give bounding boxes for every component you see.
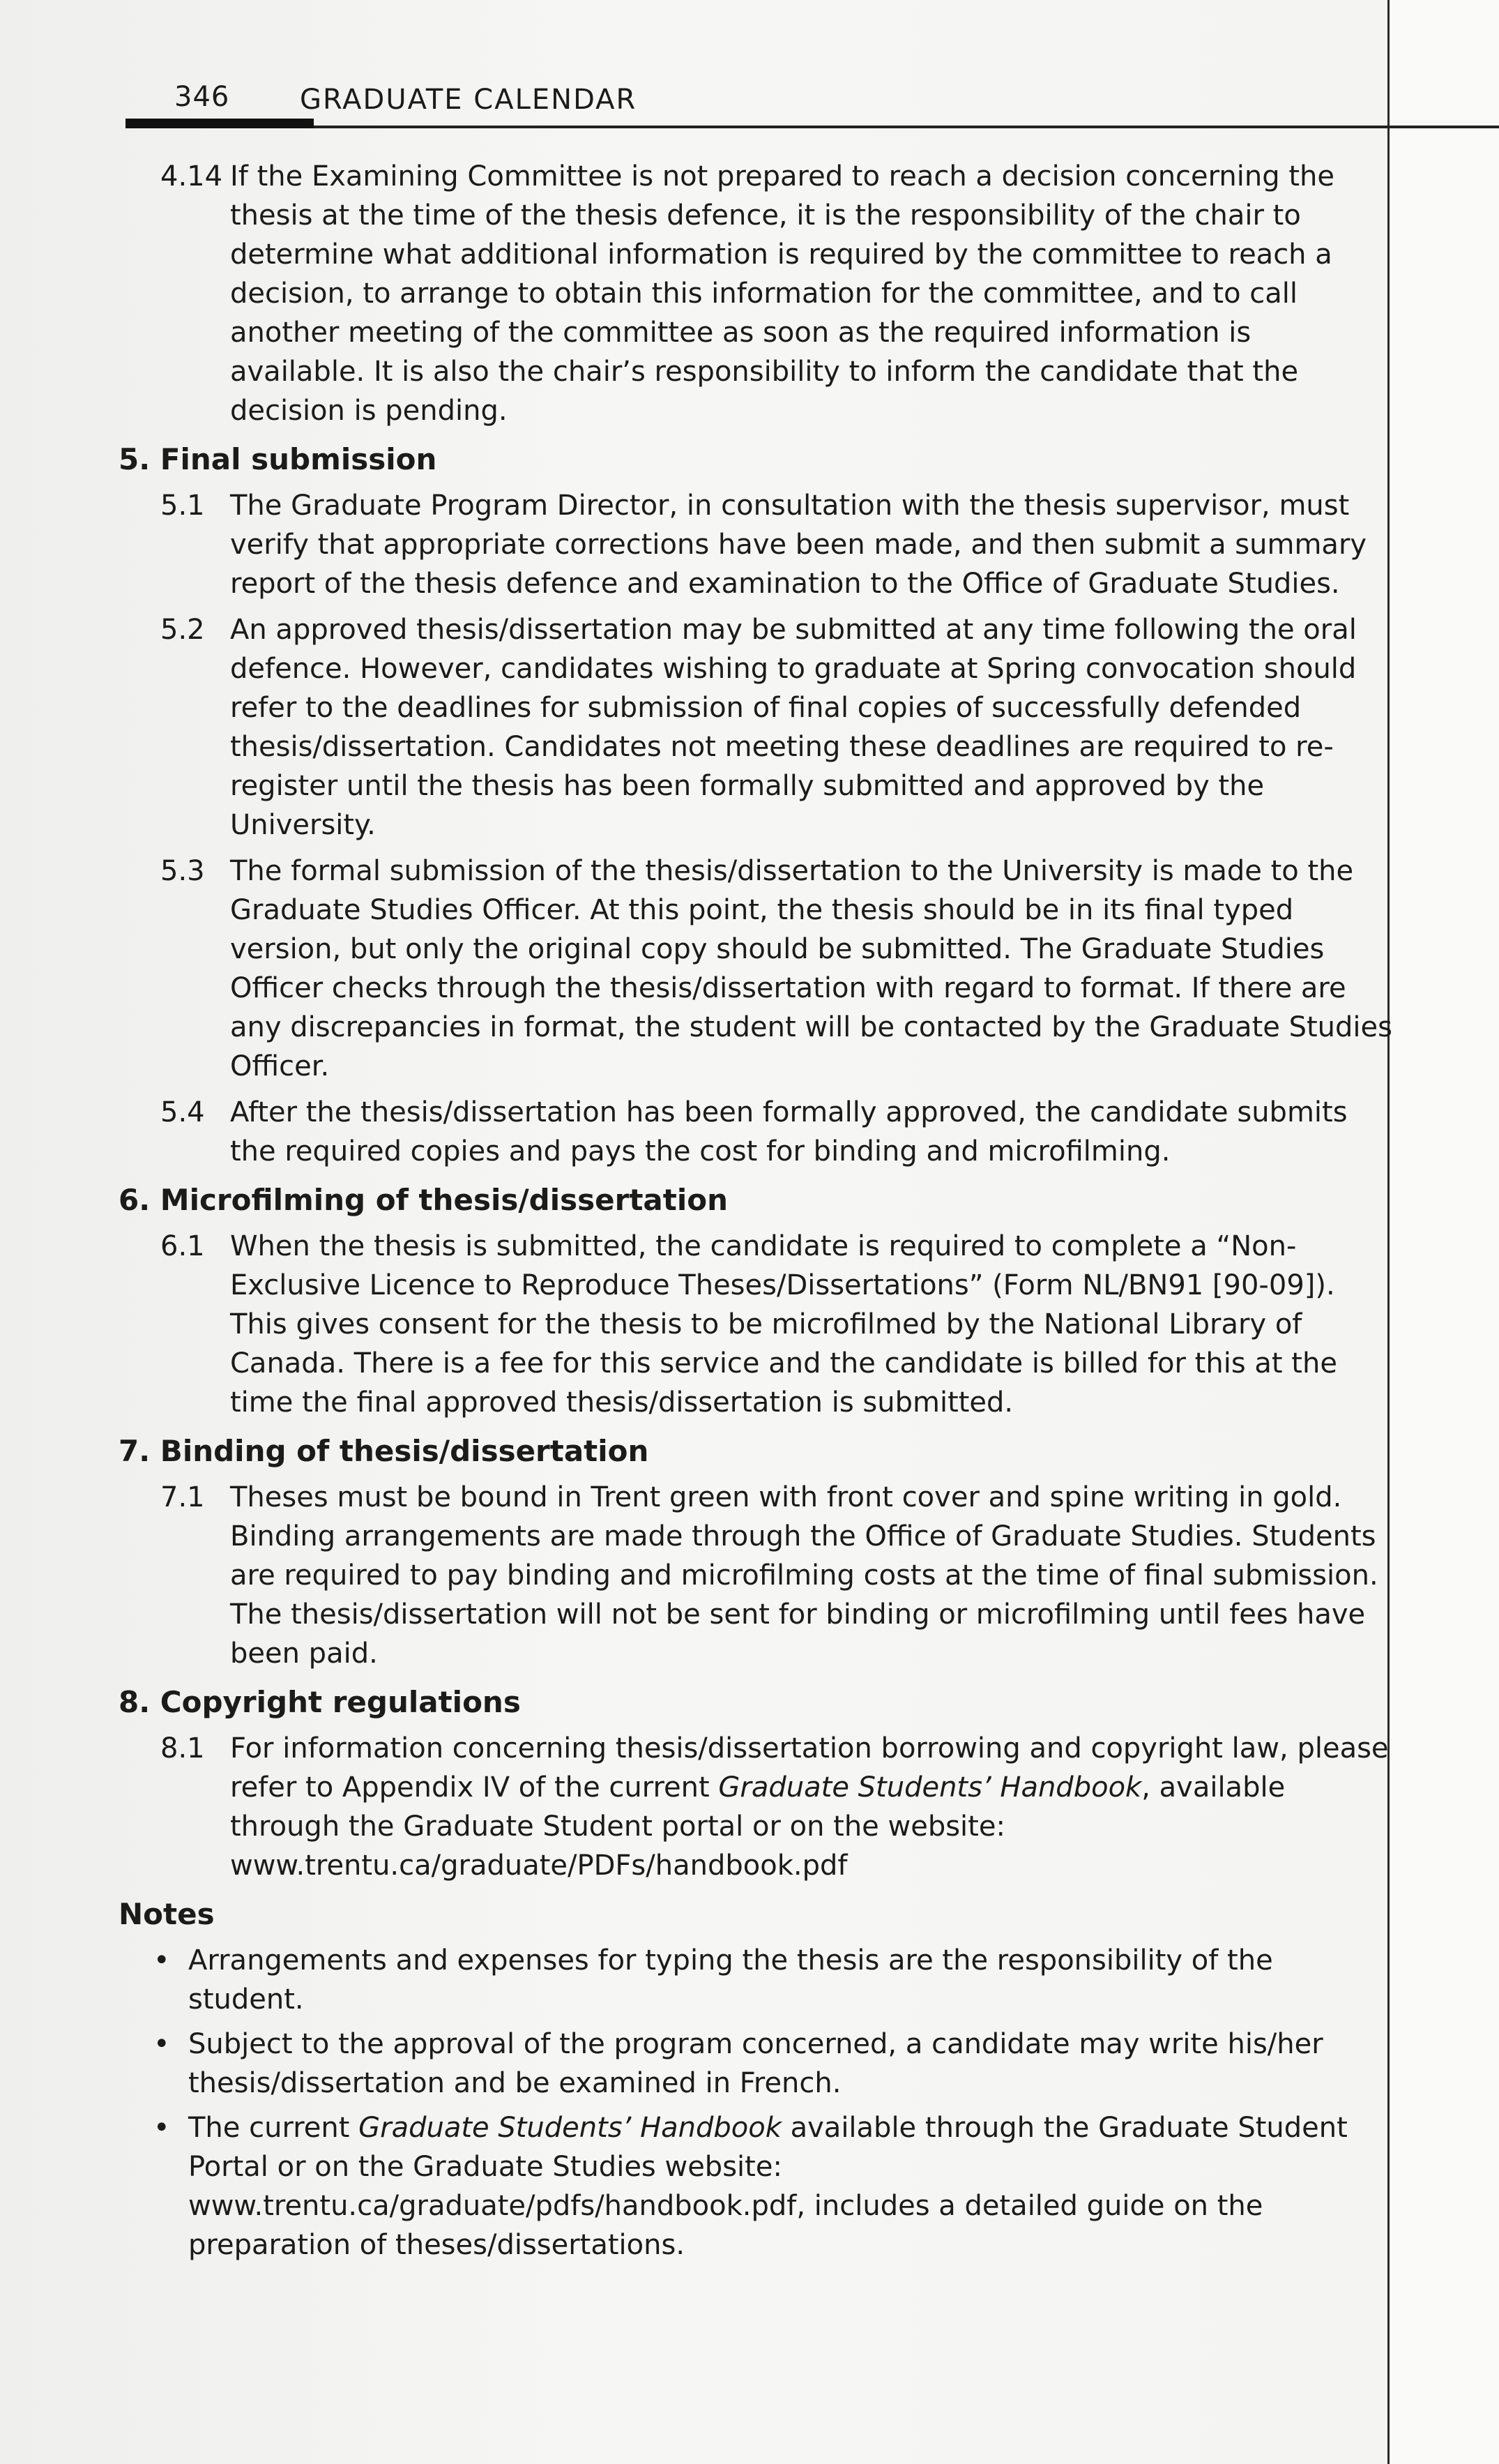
section-heading-microfilming: 6. Microfilming of thesis/dissertation: [119, 1183, 728, 1217]
section-heading-final-submission: 5. Final submission: [119, 442, 437, 476]
item-6-1: [119, 1227, 1394, 1422]
note-text-part: available through the Graduate Student Portal or on the Graduate Studies website: www.trentu.ca/graduate/pdfs/handbook.pdf, includes a detailed guide on the preparation of theses/dissertations.: [188, 2112, 1348, 2261]
note-bullet-1: [119, 1941, 1394, 2019]
handbook-title: Graduate Students’ Handbook: [358, 2112, 782, 2144]
item-5-4: [119, 1093, 1394, 1171]
notes-heading: Notes: [119, 1897, 215, 1931]
page-header: [125, 75, 1436, 131]
note-text: [188, 2112, 1348, 2261]
item-8-1: [119, 1729, 1394, 1885]
header-rule-thin: [314, 126, 1499, 128]
note-text: Arrangements and expenses for typing the thesis are the responsibility of the student.: [188, 1944, 1273, 2016]
handbook-title: Graduate Students’ Handbook: [718, 1771, 1142, 1804]
item-number: 5.4: [160, 1096, 205, 1128]
item-text: Theses must be bound in Trent green with front cover and spine writing in gold. Binding arrangements are made through the Office of Graduate Studies. Students are required to pay binding and microfilming costs at the time of final submission. The thesis/dissertation will not be sent for binding or microfilming until fees have been paid.: [230, 1481, 1378, 1670]
bullet-icon: •: [153, 2028, 170, 2060]
item-number: 4.14: [160, 160, 223, 192]
body-text: [119, 157, 1394, 2270]
item-5-2: [119, 610, 1394, 845]
item-number: 5.2: [160, 614, 205, 646]
page-margin-strip: [1390, 0, 1499, 2464]
running-title: GRADUATE CALENDAR: [300, 84, 637, 116]
note-bullet-3: [119, 2108, 1394, 2265]
section-heading-copyright: 8. Copyright regulations: [119, 1685, 521, 1719]
header-rule-thick: [125, 119, 314, 128]
item-text: The Graduate Program Director, in consultation with the thesis supervisor, must verify that appropriate corrections have been made, and then submit a summary report of the thesis defence and examination to the Office of Graduate Studies.: [230, 490, 1367, 600]
item-text: The formal submission of the thesis/dissertation to the University is made to the Graduate Studies Officer. At this point, the thesis should be in its final typed version, but only the original copy should be submitted. The Graduate Studies Officer checks through the thesis/dissertation with regard to format. If there are any discrepancies in format, the student will be contacted by the Graduate Studies Officer.: [230, 855, 1392, 1082]
item-text: When the thesis is submitted, the candidate is required to complete a “Non-Exclusive Licence to Reproduce Theses/Dissertations” (Form NL/BN91 [90-09]). This gives consent for the thesis to be microfilmed by the National Library of Canada. There is a fee for this service and the candidate is billed for this at the time the final approved thesis/dissertation is submitted.: [230, 1230, 1337, 1419]
bullet-icon: •: [153, 1944, 170, 1977]
item-text-part: For information concerning thesis/dissertation borrowing and copyright law, please refer to Appendix IV of the current: [230, 1732, 1389, 1804]
item-5-1: [119, 486, 1394, 603]
bullet-icon: •: [153, 2112, 170, 2144]
item-text: If the Examining Committee is not prepared to reach a decision concerning the thesis at the time of the thesis defence, it is the responsibility of the chair to determine what additional information is required by the committee to reach a decision, to arrange to obtain this information for the committee, and to call another meeting of the committee as soon as the required information is available. It is also the chair’s responsibility to inform the candidate that the decision is pending.: [230, 160, 1334, 427]
item-text: After the thesis/dissertation has been formally approved, the candidate submits the required copies and pays the cost for binding and microfilming.: [230, 1096, 1348, 1167]
item-text: [230, 1732, 1389, 1882]
item-number: 5.1: [160, 490, 205, 522]
item-text-part: , available through the Graduate Student portal or on the website: www.trentu.ca/graduate/PDFs/handbook.pdf: [230, 1771, 1286, 1882]
item-7-1: [119, 1478, 1394, 1673]
note-text: Subject to the approval of the program concerned, a candidate may write his/her thesis/dissertation and be examined in French.: [188, 2028, 1323, 2099]
item-5-3: [119, 852, 1394, 1086]
page-number: 346: [174, 81, 230, 113]
item-number: 5.3: [160, 855, 205, 887]
note-bullet-2: [119, 2025, 1394, 2103]
item-number: 8.1: [160, 1732, 205, 1764]
item-text: An approved thesis/dissertation may be submitted at any time following the oral defence. However, candidates wishing to graduate at Spring convocation should refer to the deadlines for submission of final copies of successfully defended thesis/dissertation. Candidates not meeting these deadlines are required to re-register until the thesis has been formally submitted and approved by the University.: [230, 614, 1357, 841]
item-number: 6.1: [160, 1230, 205, 1262]
item-4-14: [119, 157, 1394, 430]
section-heading-binding: 7. Binding of thesis/dissertation: [119, 1434, 649, 1468]
note-text-part: The current: [188, 2112, 359, 2144]
item-number: 7.1: [160, 1481, 205, 1513]
